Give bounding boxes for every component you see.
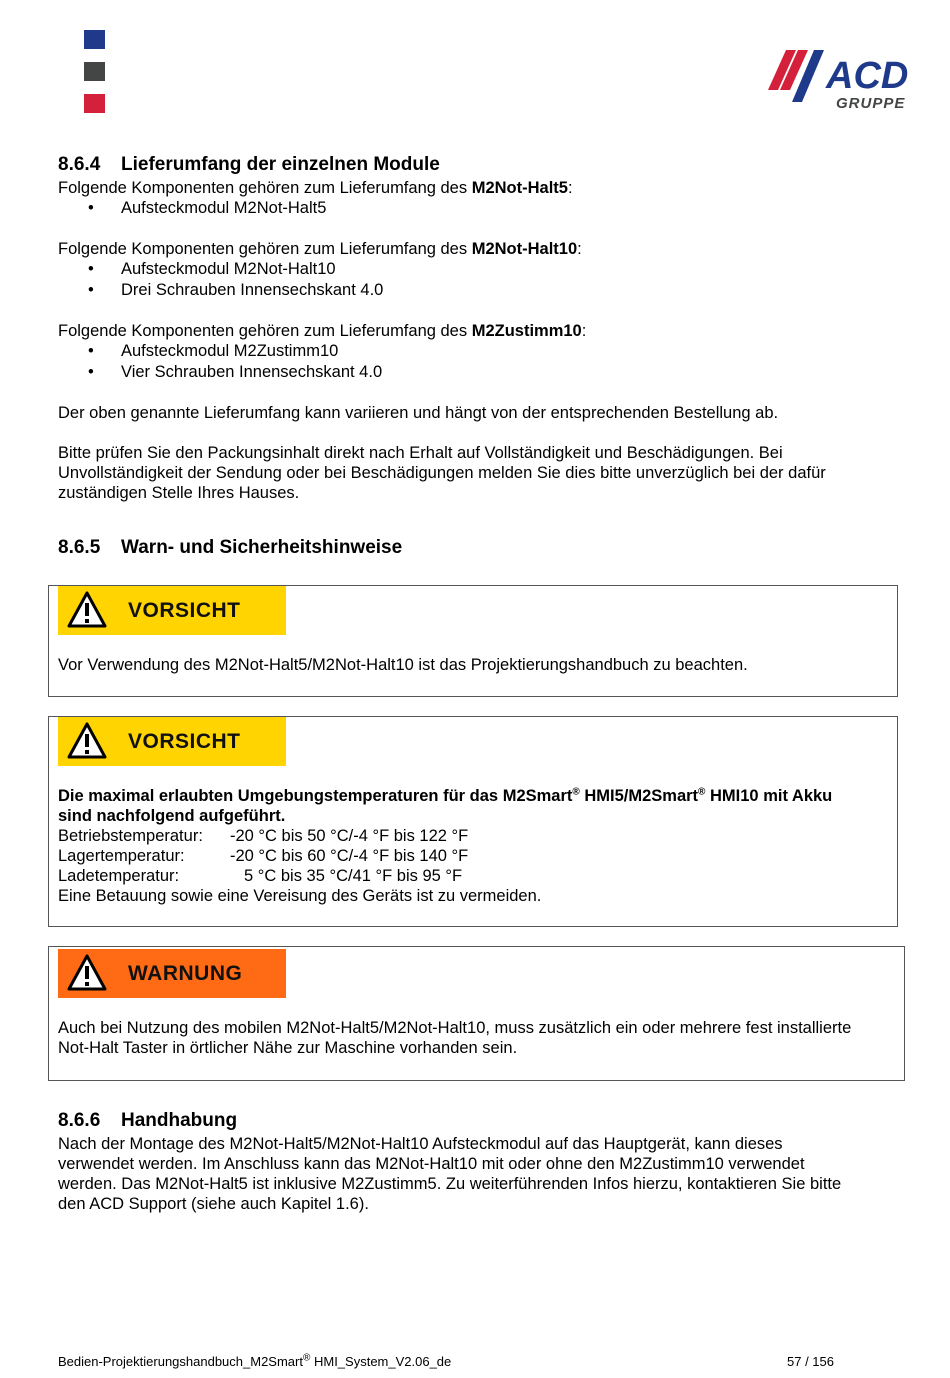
group-intro-2: Folgende Komponenten gehören zum Lieferumfang des M2Not-Halt10: (58, 240, 582, 258)
warning-label: WARNUNG (128, 962, 243, 985)
section-866 (58, 1108, 908, 1214)
group-intro-3: Folgende Komponenten gehören zum Lieferumfang des M2Zustimm10: (58, 322, 587, 340)
section-heading-866: 8.6.6 Handhabung (58, 1110, 238, 1131)
list-item: • Aufsteckmodul M2Zustimm10 (58, 341, 898, 362)
warning-text: Auch bei Nutzung des mobilen M2Not-Halt5/M2Not-Halt10, muss zusätzlich ein oder mehrere fest installierte Not-Halt Taster in örtlicher Nähe zur Maschine vorhanden sein. (58, 1019, 852, 1057)
section-heading-864: 8.6.4 Lieferumfang der einzelnen Module (58, 154, 440, 175)
component-list-2 (58, 259, 898, 301)
group-intro-1: Folgende Komponenten gehören zum Lieferumfang des M2Not-Halt5: (58, 179, 573, 197)
brand-square-navy (84, 30, 105, 49)
temp-row-charging: Ladetemperatur: 5 °C bis 35 °C/41 °F bis 95 °F (58, 867, 463, 885)
variation-note: Der oben genannte Lieferumfang kann variieren und hängt von der entsprechenden Bestellung ab. (58, 404, 779, 422)
inspection-note: Bitte prüfen Sie den Packungsinhalt direkt nach Erhalt auf Vollständigkeit und Beschädigungen. Bei Unvollständigkeit der Sendung oder bei Beschädigungen melden Sie dies bitte unverzüglich bei der dafür zuständigen Stelle Ihres Hauses. (58, 444, 826, 502)
page-content (58, 152, 898, 503)
handling-text: Nach der Montage des M2Not-Halt5/M2Not-Halt10 Aufsteckmodul auf das Hauptgerät, kann dieses verwendet werden. Im Anschluss kann das M2Not-Halt10 mit oder ohne den M2Zustimm10 verwendet werden. Das M2Not-Halt5 ist inklusive M2Zustimm5. Zu weiterführenden Infos hierzu, kontaktieren Sie bitte den ACD Support (siehe auch Kapitel 1.6). (58, 1135, 842, 1213)
list-item: • Vier Schrauben Innensechskant 4.0 (58, 362, 898, 383)
component-list-1 (58, 198, 898, 219)
brand-square-gray (84, 62, 105, 81)
warning-banner (58, 949, 286, 998)
caution-banner (58, 586, 286, 635)
page-number: 57 / 156 (787, 1354, 834, 1369)
caution-banner (58, 717, 286, 766)
svg-text:GRUPPE: GRUPPE (836, 95, 906, 112)
section-heading-865: 8.6.5 Warn- und Sicherheitshinweise (58, 537, 403, 558)
svg-text:ACD: ACD (826, 55, 909, 97)
caution-label: VORSICHT (128, 730, 241, 753)
warning-triangle-icon (67, 591, 107, 628)
temp-row-storage: Lagertemperatur: -20 °C bis 60 °C/-4 °F bis 140 °F (58, 847, 469, 865)
caution-text: Vor Verwendung des M2Not-Halt5/M2Not-Halt10 ist das Projektierungshandbuch zu beachten. (58, 656, 748, 674)
list-item: • Drei Schrauben Innensechskant 4.0 (58, 280, 898, 301)
temp-row-operating: Betriebstemperatur: -20 °C bis 50 °C/-4 °F bis 122 °F (58, 827, 469, 845)
warning-triangle-icon (67, 722, 107, 759)
caution-label: VORSICHT (128, 599, 241, 622)
list-item: • Aufsteckmodul M2Not-Halt5 (58, 198, 898, 219)
temperature-notice (58, 786, 887, 906)
temperature-heading: Die maximal erlaubten Umgebungstemperaturen für das M2Smart® HMI5/M2Smart® HMI10 mit Akku sind nachfolgend aufgeführt. (58, 786, 833, 825)
page-footer (58, 1352, 834, 1372)
warning-triangle-icon (67, 954, 107, 991)
caution-box-2 (48, 716, 898, 927)
caution-box-1 (48, 585, 898, 697)
acd-gruppe-logo (766, 46, 918, 112)
document-name: Bedien-Projektierungshandbuch_M2Smart® HMI_System_V2.06_de (58, 1352, 452, 1369)
list-item: • Aufsteckmodul M2Not-Halt10 (58, 259, 898, 280)
condensation-note: Eine Betauung sowie eine Vereisung des Geräts ist zu vermeiden. (58, 887, 542, 905)
brand-square-red (84, 94, 105, 113)
warning-box (48, 946, 905, 1081)
component-list-3 (58, 341, 898, 383)
